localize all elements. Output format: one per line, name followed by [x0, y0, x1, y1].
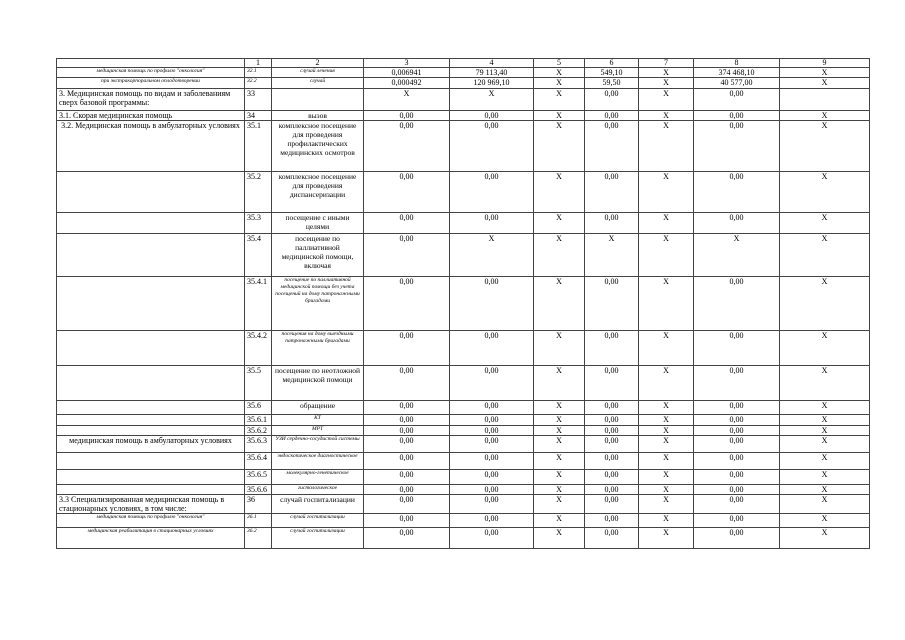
unit-cell: комплексное посещение для проведения диспансеризации — [272, 172, 364, 213]
row-name-cell: 3.2. Медицинская помощь в амбулаторных условиях — [57, 121, 245, 172]
value-cell: Х — [534, 68, 585, 78]
value-cell: 0,00 — [450, 528, 534, 549]
row-code-cell: 35.6.4 — [245, 453, 272, 470]
row-code-cell: 36.2 — [245, 528, 272, 549]
value-cell: 0,00 — [694, 111, 780, 121]
table-row — [57, 485, 870, 495]
value-cell: Х — [639, 485, 694, 495]
value-cell: Х — [780, 514, 870, 528]
value-cell: Х — [534, 485, 585, 495]
value-cell: 0,00 — [450, 470, 534, 485]
value-cell: Х — [534, 495, 585, 514]
table-row — [57, 495, 870, 514]
value-cell: 0,00 — [364, 426, 450, 436]
value-cell: 120 969,10 — [450, 78, 534, 89]
header-cell: 7 — [639, 59, 694, 68]
value-cell: Х — [780, 436, 870, 453]
row-code-cell: 36.1 — [245, 514, 272, 528]
value-cell: Х — [585, 234, 639, 277]
table-row — [57, 78, 870, 89]
row-code-cell: 35.2 — [245, 172, 272, 213]
value-cell: 0,00 — [694, 89, 780, 111]
value-cell: Х — [780, 470, 870, 485]
value-cell: 0,00 — [694, 514, 780, 528]
row-name-cell: 3.1. Скорая медицинская помощь — [57, 111, 245, 121]
header-cell: 6 — [585, 59, 639, 68]
unit-cell: посещения на дому выездными патронажными бригадами — [272, 331, 364, 366]
value-cell: Х — [780, 111, 870, 121]
value-cell: 0,00 — [585, 172, 639, 213]
row-name-cell — [57, 453, 245, 470]
row-code-cell: 33 — [245, 89, 272, 111]
value-cell: Х — [780, 453, 870, 470]
value-cell: 0,00 — [364, 514, 450, 528]
value-cell: Х — [780, 68, 870, 78]
value-cell: 0,00 — [585, 111, 639, 121]
row-name-cell — [57, 366, 245, 401]
unit-cell: обращение — [272, 401, 364, 415]
value-cell: Х — [534, 277, 585, 331]
value-cell: 0,00 — [364, 528, 450, 549]
table-row — [57, 213, 870, 234]
value-cell: Х — [639, 366, 694, 401]
table-row — [57, 111, 870, 121]
value-cell: 0,00 — [585, 277, 639, 331]
value-cell: 0,00 — [694, 453, 780, 470]
value-cell: 0,00 — [585, 401, 639, 415]
row-code-cell: 35.4.2 — [245, 331, 272, 366]
value-cell: Х — [780, 213, 870, 234]
value-cell: Х — [780, 78, 870, 89]
row-code-cell: 35.3 — [245, 213, 272, 234]
value-cell: 0,00 — [450, 415, 534, 426]
value-cell: 0,00 — [450, 111, 534, 121]
value-cell: 0,00 — [364, 172, 450, 213]
table-row — [57, 436, 870, 453]
value-cell: 0,00 — [450, 495, 534, 514]
value-cell: 0,00 — [450, 213, 534, 234]
value-cell: Х — [639, 470, 694, 485]
value-cell: 0,00 — [364, 213, 450, 234]
value-cell: Х — [639, 401, 694, 415]
row-name-cell — [57, 485, 245, 495]
row-code-cell: 32.1 — [245, 68, 272, 78]
value-cell: Х — [534, 514, 585, 528]
value-cell: 0,00 — [694, 495, 780, 514]
value-cell: 0,00 — [364, 415, 450, 426]
row-name-cell — [57, 401, 245, 415]
value-cell: 40 577,00 — [694, 78, 780, 89]
row-name-cell — [57, 277, 245, 331]
value-cell: Х — [534, 234, 585, 277]
value-cell: 0,00 — [585, 366, 639, 401]
unit-cell: случай госпитализации — [272, 495, 364, 514]
value-cell: Х — [534, 470, 585, 485]
value-cell: Х — [639, 68, 694, 78]
header-cell: 2 — [272, 59, 364, 68]
value-cell: Х — [639, 453, 694, 470]
table-row — [57, 453, 870, 470]
value-cell: Х — [780, 426, 870, 436]
table-row — [57, 426, 870, 436]
value-cell: 0,00 — [694, 331, 780, 366]
row-name-cell: медицинская помощь в амбулаторных условиях — [57, 436, 245, 453]
row-code-cell: 36 — [245, 495, 272, 514]
table-row — [57, 514, 870, 528]
value-cell: Х — [780, 485, 870, 495]
value-cell: 549,10 — [585, 68, 639, 78]
value-cell: Х — [534, 331, 585, 366]
value-cell: Х — [639, 213, 694, 234]
row-name-cell — [57, 234, 245, 277]
value-cell: 0,00 — [450, 121, 534, 172]
value-cell: 0,00 — [694, 426, 780, 436]
unit-cell: УЗИ сердечно-сосудистой системы — [272, 436, 364, 453]
value-cell: Х — [364, 89, 450, 111]
row-code-cell: 35.6 — [245, 401, 272, 415]
value-cell: 0,00 — [450, 331, 534, 366]
value-cell: Х — [534, 426, 585, 436]
value-cell: 0,00 — [694, 213, 780, 234]
value-cell: 0,00 — [364, 331, 450, 366]
value-cell: 0,00 — [585, 331, 639, 366]
value-cell: 0,00 — [450, 426, 534, 436]
row-code-cell: 35.6.3 — [245, 436, 272, 453]
value-cell: Х — [780, 415, 870, 426]
row-name-cell — [57, 470, 245, 485]
table-row — [57, 68, 870, 78]
header-cell: 1 — [245, 59, 272, 68]
value-cell: 0,00 — [694, 401, 780, 415]
value-cell: 374 468,10 — [694, 68, 780, 78]
value-cell: 0,00 — [585, 470, 639, 485]
row-name-cell — [57, 415, 245, 426]
value-cell: Х — [534, 121, 585, 172]
unit-cell: молекулярно-генетическое — [272, 470, 364, 485]
header-cell: 5 — [534, 59, 585, 68]
value-cell: Х — [534, 436, 585, 453]
unit-cell: вызов — [272, 111, 364, 121]
value-cell: 0,00 — [694, 172, 780, 213]
row-code-cell: 34 — [245, 111, 272, 121]
value-cell: Х — [639, 528, 694, 549]
value-cell: Х — [534, 453, 585, 470]
unit-cell: случай госпитализации — [272, 528, 364, 549]
value-cell: 0,00 — [585, 528, 639, 549]
value-cell: Х — [639, 331, 694, 366]
value-cell: Х — [780, 331, 870, 366]
value-cell: Х — [534, 401, 585, 415]
value-cell: Х — [534, 172, 585, 213]
value-cell: 59,50 — [585, 78, 639, 89]
value-cell: 0,00 — [450, 277, 534, 331]
row-code-cell: 35.6.1 — [245, 415, 272, 426]
unit-cell: гистологическое — [272, 485, 364, 495]
row-name-cell: медицинская помощь по профилю "онкология" — [57, 514, 245, 528]
unit-cell: случай госпитализации — [272, 514, 364, 528]
row-code-cell: 32.2 — [245, 78, 272, 89]
value-cell: Х — [534, 213, 585, 234]
value-cell: 0,000492 — [364, 78, 450, 89]
value-cell: Х — [780, 366, 870, 401]
value-cell: Х — [639, 495, 694, 514]
value-cell: 0,006941 — [364, 68, 450, 78]
value-cell: Х — [780, 121, 870, 172]
table-row — [57, 528, 870, 549]
value-cell: Х — [450, 89, 534, 111]
value-cell: 0,00 — [694, 277, 780, 331]
unit-cell: случай лечения — [272, 68, 364, 78]
row-name-cell — [57, 172, 245, 213]
value-cell: 0,00 — [694, 415, 780, 426]
row-code-cell: 35.6.6 — [245, 485, 272, 495]
value-cell: 0,00 — [364, 436, 450, 453]
value-cell: 0,00 — [585, 436, 639, 453]
unit-cell: посещение по неотложной медицинской помощи — [272, 366, 364, 401]
value-cell: Х — [639, 426, 694, 436]
table-row — [57, 172, 870, 213]
row-name-cell: медицинская реабилитация в стационарных условиях — [57, 528, 245, 549]
unit-cell: случай — [272, 78, 364, 89]
value-cell: Х — [534, 366, 585, 401]
table-row — [57, 121, 870, 172]
value-cell: Х — [780, 277, 870, 331]
value-cell: 0,00 — [364, 366, 450, 401]
value-cell: Х — [534, 78, 585, 89]
value-cell: 0,00 — [364, 485, 450, 495]
value-cell: 0,00 — [364, 277, 450, 331]
header-cell — [57, 59, 245, 68]
value-cell: 79 113,40 — [450, 68, 534, 78]
header-cell: 8 — [694, 59, 780, 68]
value-cell: 0,00 — [585, 495, 639, 514]
value-cell: 0,00 — [364, 121, 450, 172]
value-cell — [780, 89, 870, 111]
value-cell: Х — [780, 172, 870, 213]
table-row — [57, 415, 870, 426]
value-cell: Х — [780, 401, 870, 415]
value-cell: 0,00 — [585, 453, 639, 470]
value-cell: 0,00 — [585, 89, 639, 111]
table-row — [57, 234, 870, 277]
unit-cell: МРТ — [272, 426, 364, 436]
header-row — [57, 59, 870, 68]
table-row — [57, 331, 870, 366]
row-code-cell: 35.1 — [245, 121, 272, 172]
value-cell: 0,00 — [585, 514, 639, 528]
row-name-cell: 3. Медицинская помощь по видам и заболеваниям сверх базовой программы: — [57, 89, 245, 111]
value-cell: Х — [534, 415, 585, 426]
table-row — [57, 401, 870, 415]
table-row — [57, 277, 870, 331]
unit-cell: посещение с иными целями — [272, 213, 364, 234]
row-code-cell: 35.4.1 — [245, 277, 272, 331]
value-cell: 0,00 — [694, 366, 780, 401]
value-cell: Х — [639, 78, 694, 89]
value-cell: 0,00 — [450, 366, 534, 401]
row-name-cell — [57, 331, 245, 366]
header-cell: 9 — [780, 59, 870, 68]
value-cell: Х — [639, 89, 694, 111]
value-cell: Х — [639, 121, 694, 172]
row-name-cell: при экстракорпоральном оплодотворении — [57, 78, 245, 89]
value-cell: Х — [534, 528, 585, 549]
value-cell: Х — [534, 111, 585, 121]
value-cell: Х — [639, 234, 694, 277]
value-cell: 0,00 — [364, 401, 450, 415]
value-cell: 0,00 — [585, 426, 639, 436]
row-code-cell: 35.5 — [245, 366, 272, 401]
table-row — [57, 89, 870, 111]
value-cell: Х — [639, 111, 694, 121]
value-cell: 0,00 — [364, 453, 450, 470]
value-cell: Х — [639, 277, 694, 331]
row-name-cell: 3.3 Специализированная медицинская помощь в стационарных условиях, в том числе: — [57, 495, 245, 514]
row-code-cell: 35.6.2 — [245, 426, 272, 436]
header-cell: 3 — [364, 59, 450, 68]
value-cell: 0,00 — [450, 485, 534, 495]
unit-cell: комплексное посещение для проведения профилактических медицинских осмотров — [272, 121, 364, 172]
value-cell: Х — [780, 528, 870, 549]
value-cell: 0,00 — [450, 172, 534, 213]
value-cell: 0,00 — [694, 528, 780, 549]
value-cell: 0,00 — [450, 401, 534, 415]
value-cell: 0,00 — [694, 436, 780, 453]
value-cell: Х — [534, 89, 585, 111]
value-cell: 0,00 — [364, 234, 450, 277]
value-cell: 0,00 — [694, 121, 780, 172]
row-code-cell: 35.4 — [245, 234, 272, 277]
value-cell: Х — [780, 495, 870, 514]
value-cell: Х — [639, 172, 694, 213]
value-cell: 0,00 — [585, 121, 639, 172]
value-cell: Х — [639, 415, 694, 426]
table-row — [57, 470, 870, 485]
header-cell: 4 — [450, 59, 534, 68]
unit-cell — [272, 89, 364, 111]
value-cell: 0,00 — [450, 453, 534, 470]
unit-cell: КТ — [272, 415, 364, 426]
row-name-cell: медицинская помощь по профилю "онкология" — [57, 68, 245, 78]
value-cell: 0,00 — [585, 415, 639, 426]
program-table — [56, 58, 870, 549]
row-code-cell: 35.6.5 — [245, 470, 272, 485]
value-cell: 0,00 — [364, 111, 450, 121]
value-cell: Х — [639, 514, 694, 528]
value-cell: Х — [639, 436, 694, 453]
row-name-cell — [57, 426, 245, 436]
value-cell: Х — [450, 234, 534, 277]
value-cell: Х — [780, 234, 870, 277]
row-name-cell — [57, 213, 245, 234]
value-cell: 0,00 — [364, 495, 450, 514]
value-cell: 0,00 — [694, 470, 780, 485]
value-cell: Х — [694, 234, 780, 277]
table-row — [57, 366, 870, 401]
value-cell: 0,00 — [585, 213, 639, 234]
value-cell: 0,00 — [585, 485, 639, 495]
unit-cell: посещение по паллиативной медицинской помощи без учета посещений на дому патронажными бригадами — [272, 277, 364, 331]
value-cell: 0,00 — [694, 485, 780, 495]
value-cell: 0,00 — [364, 470, 450, 485]
value-cell: 0,00 — [450, 436, 534, 453]
unit-cell: посещение по паллиативной медицинской помощи, включая — [272, 234, 364, 277]
unit-cell: эндоскопическое диагностическое — [272, 453, 364, 470]
value-cell: 0,00 — [450, 514, 534, 528]
